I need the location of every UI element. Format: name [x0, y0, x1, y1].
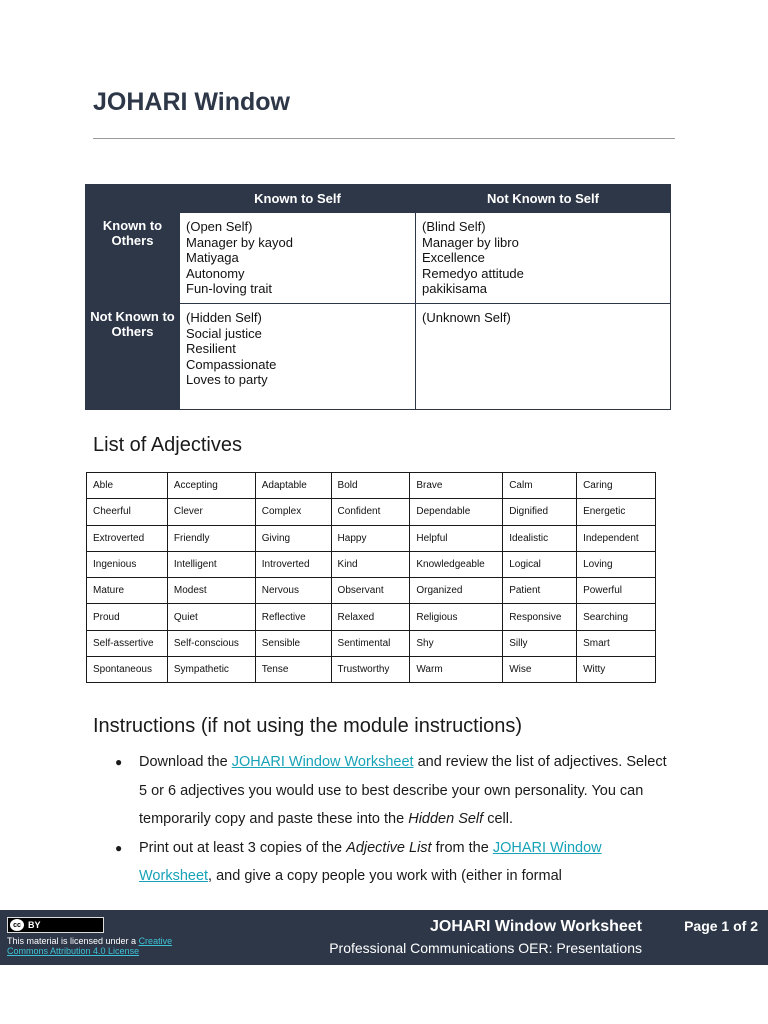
row-known-to-others: Known to Others — [86, 213, 180, 304]
cell-line: Excellence — [422, 250, 485, 266]
cell-line: Social justice — [186, 325, 262, 341]
adjective-cell: Relaxed — [331, 604, 410, 630]
adjective-cell: Responsive — [503, 604, 577, 630]
text: Print out at least 3 copies of the — [139, 839, 347, 856]
adjective-cell: Intelligent — [167, 551, 255, 577]
adjective-cell: Logical — [503, 551, 577, 577]
adjective-cell: Sentimental — [331, 630, 410, 656]
title-divider — [93, 138, 675, 139]
adjective-cell: Witty — [577, 657, 656, 683]
adjective-cell: Mature — [87, 578, 168, 604]
adjective-cell: Warm — [410, 657, 503, 683]
table-row — [87, 473, 656, 499]
cell-line: Matiyaga — [186, 250, 239, 266]
adjective-cell: Energetic — [577, 499, 656, 525]
adjective-cell: Happy — [331, 525, 410, 551]
license-link[interactable]: Creative Commons Attribution 4.0 License — [7, 936, 173, 956]
list-item — [115, 834, 675, 891]
adjective-cell: Calm — [503, 473, 577, 499]
cell-line: pakikisama — [422, 281, 488, 297]
adjectives-table — [86, 472, 656, 683]
adjective-cell: Sympathetic — [167, 657, 255, 683]
list-item — [115, 748, 675, 834]
adjective-cell: Complex — [255, 499, 331, 525]
table-row — [87, 551, 656, 577]
adjective-cell: Religious — [410, 604, 503, 630]
text: and review the list of adjectives. Select 5 or 6 adjectives you would use to best describe your own personality. You can temporarily copy and paste these into the — [139, 754, 667, 827]
page-number: Page 1 of 2 — [684, 918, 758, 934]
cell-line: (Unknown Self) — [422, 310, 511, 325]
page-footer — [0, 910, 768, 965]
adjective-cell: Independent — [577, 525, 656, 551]
adjective-cell: Shy — [410, 630, 503, 656]
adjective-cell: Friendly — [167, 525, 255, 551]
adjective-cell: Reflective — [255, 604, 331, 630]
adjective-cell: Loving — [577, 551, 656, 577]
text: cell. — [483, 811, 514, 827]
adjective-cell: Accepting — [167, 473, 255, 499]
adjective-cell: Giving — [255, 525, 331, 551]
adjective-cell: Extroverted — [87, 525, 168, 551]
instructions-heading: Instructions (if not using the module instructions) — [93, 715, 523, 737]
worksheet-link[interactable]: JOHARI Window Worksheet — [139, 839, 602, 884]
adjective-cell: Proud — [87, 604, 168, 630]
adjective-cell: Introverted — [255, 551, 331, 577]
adjective-cell: Silly — [503, 630, 577, 656]
unknown-self-cell — [416, 304, 671, 410]
adjective-cell: Patient — [503, 578, 577, 604]
cell-line: Manager by libro — [422, 234, 519, 250]
text-italic: Adjective List — [346, 839, 432, 856]
cell-line: Fun-loving trait — [186, 281, 272, 297]
adjectives-heading: List of Adjectives — [93, 434, 242, 456]
header-known-to-self: Known to Self — [180, 185, 416, 213]
adjective-cell: Brave — [410, 473, 503, 499]
cell-line: Remedyo attitude — [422, 265, 524, 281]
adjective-cell: Nervous — [255, 578, 331, 604]
corner-cell — [86, 185, 180, 213]
adjective-cell: Able — [87, 473, 168, 499]
cell-line: Loves to party — [186, 372, 268, 388]
cc-by-license-badge[interactable] — [7, 917, 104, 933]
by-label: BY — [28, 920, 41, 930]
table-row — [87, 578, 656, 604]
johari-window-table — [85, 184, 671, 410]
adjective-cell: Tense — [255, 657, 331, 683]
cell-line: (Hidden Self) — [186, 310, 262, 325]
adjective-cell: Spontaneous — [87, 657, 168, 683]
adjective-cell: Dependable — [410, 499, 503, 525]
adjective-cell: Self-conscious — [167, 630, 255, 656]
license-text — [7, 936, 207, 956]
cell-line: Resilient — [186, 341, 236, 357]
adjective-cell: Modest — [167, 578, 255, 604]
bullet-icon: ● — [115, 755, 123, 769]
worksheet-link[interactable]: JOHARI Window Worksheet — [231, 754, 414, 770]
row-not-known-to-others: Not Known to Others — [86, 304, 180, 410]
adjective-cell: Confident — [331, 499, 410, 525]
cell-line: Manager by kayod — [186, 234, 293, 250]
text: Download the — [139, 754, 232, 770]
adjective-cell: Quiet — [167, 604, 255, 630]
page-title: JOHARI Window — [93, 88, 290, 116]
blind-self-cell — [416, 213, 671, 304]
adjective-cell: Powerful — [577, 578, 656, 604]
hidden-self-cell — [180, 304, 416, 410]
adjective-cell: Dignified — [503, 499, 577, 525]
adjective-cell: Adaptable — [255, 473, 331, 499]
text: This material is licensed under a — [7, 936, 139, 946]
text: from the — [431, 839, 493, 856]
footer-doc-title: JOHARI Window Worksheet — [429, 918, 642, 935]
adjective-cell: Idealistic — [503, 525, 577, 551]
cell-line: (Blind Self) — [422, 219, 486, 234]
adjective-cell: Smart — [577, 630, 656, 656]
table-row — [87, 525, 656, 551]
cell-line: Compassionate — [186, 356, 277, 372]
adjective-cell: Cheerful — [87, 499, 168, 525]
adjective-cell: Trustworthy — [331, 657, 410, 683]
table-row — [87, 630, 656, 656]
adjective-cell: Self-assertive — [87, 630, 168, 656]
adjective-cell: Knowledgeable — [410, 551, 503, 577]
table-row — [87, 657, 656, 683]
bullet-icon: ● — [115, 840, 123, 855]
open-self-cell — [180, 213, 416, 304]
adjective-cell: Ingenious — [87, 551, 168, 577]
cc-icon: cc — [10, 919, 24, 931]
adjective-cell: Organized — [410, 578, 503, 604]
cell-line: Autonomy — [186, 265, 245, 281]
adjective-cell: Caring — [577, 473, 656, 499]
adjective-cell: Searching — [577, 604, 656, 630]
adjective-cell: Sensible — [255, 630, 331, 656]
table-row — [87, 499, 656, 525]
adjective-cell: Bold — [331, 473, 410, 499]
instructions-list — [115, 748, 675, 891]
table-row — [87, 604, 656, 630]
adjective-cell: Observant — [331, 578, 410, 604]
adjective-cell: Wise — [503, 657, 577, 683]
footer-doc-subtitle: Professional Communications OER: Presentations — [329, 940, 642, 956]
text-italic: Hidden Self — [408, 811, 484, 827]
adjective-cell: Helpful — [410, 525, 503, 551]
text: , and give a copy people you work with (either in formal — [208, 868, 562, 884]
cell-line: (Open Self) — [186, 219, 253, 234]
adjective-cell: Kind — [331, 551, 410, 577]
header-not-known-to-self: Not Known to Self — [416, 185, 671, 213]
adjective-cell: Clever — [167, 499, 255, 525]
